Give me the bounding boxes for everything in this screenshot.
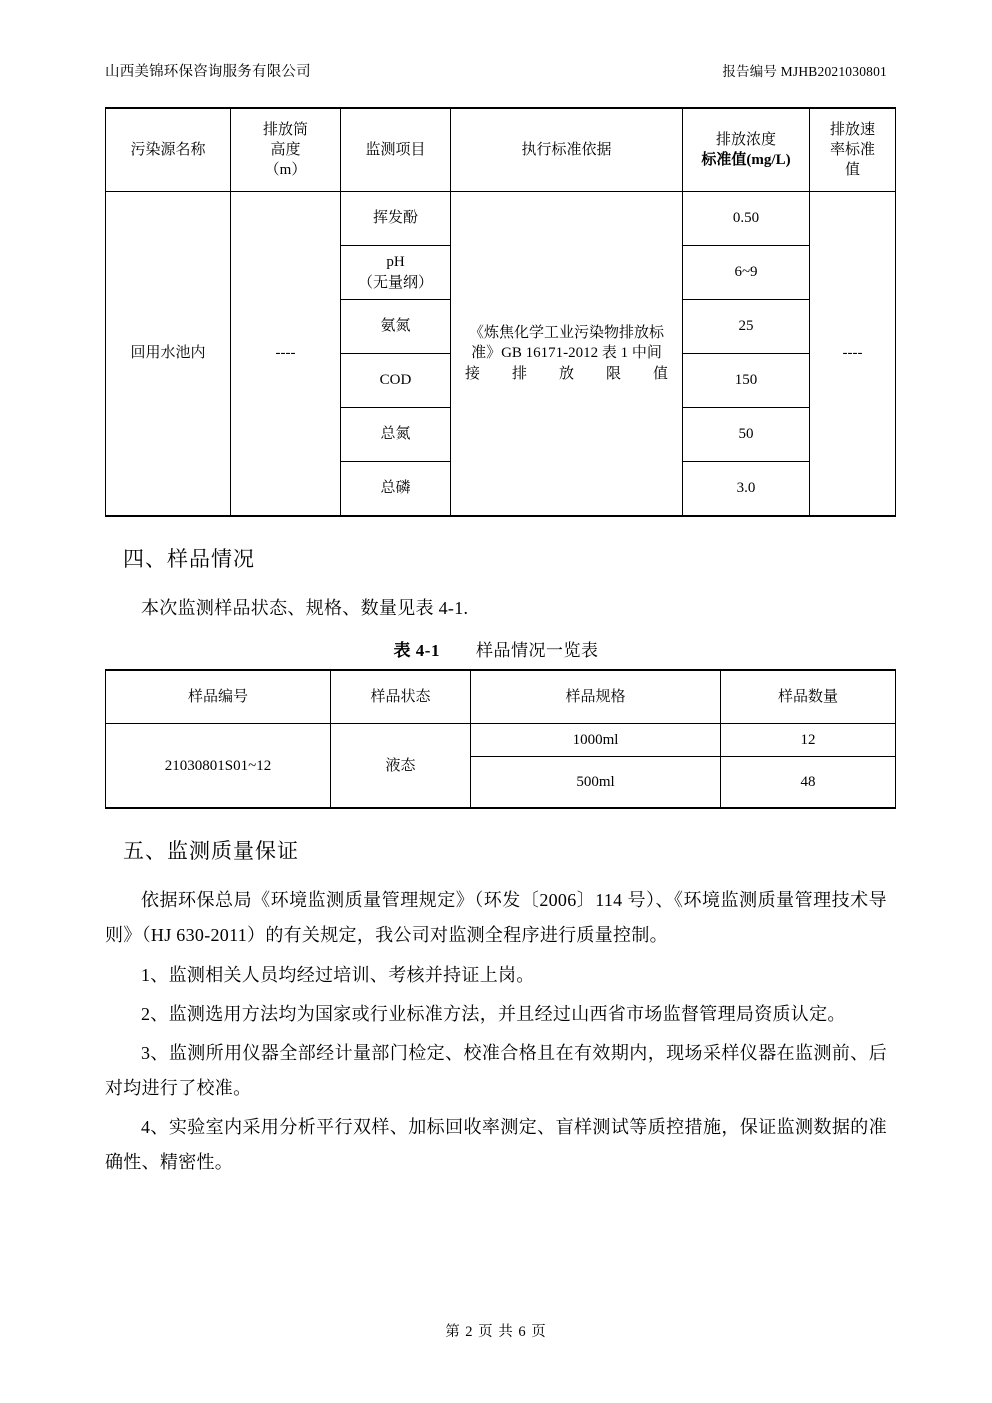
col-stack-height-l2: 高度 <box>270 141 301 158</box>
cell-value-4: 150 <box>683 354 810 408</box>
section5-paragraph-2: 1、监测相关人员均经过培训、考核并持证上岗。 <box>141 964 535 985</box>
col-concentration-limit <box>683 108 810 192</box>
cell-value-1: 0.50 <box>683 192 810 246</box>
col-stack-height <box>231 108 341 192</box>
cell-item-2-l2: （无量纲） <box>357 274 433 291</box>
table-4-1-number: 表 4-1 <box>393 641 440 661</box>
section4-paragraph: 本次监测样品状态、规格、数量见表 4-1. <box>141 598 469 618</box>
col-rate-l3: 值 <box>844 162 860 179</box>
section5-paragraph-3: 2、监测选用方法均为国家或行业标准方法，并且经过山西省市场监督管理局资质认定。 <box>141 1003 846 1024</box>
col-sample-state: 样品状态 <box>331 670 471 724</box>
col-standard-basis: 执行标准依据 <box>451 108 683 192</box>
cell-value-6: 3.0 <box>683 462 810 517</box>
table-row <box>106 192 896 246</box>
cell-source-name: 回用水池内 <box>106 192 231 517</box>
cell-standard-basis: 《炼焦化学工业污染物排放标准》GB 16171-2012 表 1 中间接排放限值 <box>451 192 683 517</box>
table-4-1-title: 样品情况一览表 <box>475 641 599 661</box>
company-name: 山西美锦环保咨询服务有限公司 <box>105 64 311 80</box>
page-footer: 第 2 页 共 6 页 <box>445 1324 547 1340</box>
col-sample-no: 样品编号 <box>106 670 331 724</box>
cell-item-2-l1: pH <box>386 254 405 271</box>
cell-item-4: COD <box>341 354 451 408</box>
sample-table-header-row <box>106 670 896 724</box>
section-heading-4: 四、样品情况 <box>123 548 255 571</box>
col-rate-l2: 率标准 <box>829 141 875 158</box>
col-stack-height-l3: （m） <box>264 162 307 179</box>
cell-sample-qty-2: 48 <box>721 757 896 809</box>
cell-sample-qty-1: 12 <box>721 724 896 757</box>
col-source-name: 污染源名称 <box>106 108 231 192</box>
section5-paragraph-5: 4、实验室内采用分析平行双样、加标回收率测定、盲样测试等质控措施，保证监测数据的准确性、精密性。 <box>105 1116 887 1172</box>
cell-emission-rate: ---- <box>810 192 896 517</box>
col-sample-spec: 样品规格 <box>471 670 721 724</box>
section5-paragraph-4: 3、监测所用仪器全部经计量部门检定、校准合格且在有效期内，现场采样仪器在监测前、后对均进行了校准。 <box>105 1042 887 1098</box>
cell-sample-spec-1: 1000ml <box>471 724 721 757</box>
cell-item-5: 总氮 <box>341 408 451 462</box>
cell-value-5: 50 <box>683 408 810 462</box>
col-monitor-item: 监测项目 <box>341 108 451 192</box>
page-header <box>105 60 887 81</box>
cell-item-2 <box>341 246 451 300</box>
report-number: 报告编号 MJHB2021030801 <box>722 64 887 79</box>
cell-value-2: 6~9 <box>683 246 810 300</box>
cell-item-3: 氨氮 <box>341 300 451 354</box>
section-heading-5: 五、监测质量保证 <box>123 840 299 864</box>
col-rate-limit <box>810 108 896 192</box>
col-stack-height-l1: 排放筒 <box>262 121 308 138</box>
emission-standard-table <box>105 107 896 517</box>
col-concentration-l2: 标准值(mg/L) <box>701 152 791 168</box>
table-4-1-caption <box>105 636 887 661</box>
cell-sample-spec-2: 500ml <box>471 757 721 809</box>
col-rate-l1: 排放速 <box>829 121 875 138</box>
cell-value-3: 25 <box>683 300 810 354</box>
col-sample-qty: 样品数量 <box>721 670 896 724</box>
cell-item-1: 挥发酚 <box>341 192 451 246</box>
cell-sample-no: 21030801S01~12 <box>106 724 331 809</box>
sample-table <box>105 669 896 809</box>
cell-sample-state: 液态 <box>331 724 471 809</box>
cell-item-6: 总磷 <box>341 462 451 517</box>
section5-paragraph-1: 依据环保总局《环境监测质量管理规定》（环发〔2006〕114 号）、《环境监测质量管理技术导则》（HJ 630-2011）的有关规定，我公司对监测全程序进行质量控制。 <box>105 890 887 946</box>
table-row <box>106 724 896 757</box>
col-concentration-l1: 排放浓度 <box>715 131 776 148</box>
table-header-row <box>106 108 896 192</box>
cell-stack-height: ---- <box>231 192 341 517</box>
